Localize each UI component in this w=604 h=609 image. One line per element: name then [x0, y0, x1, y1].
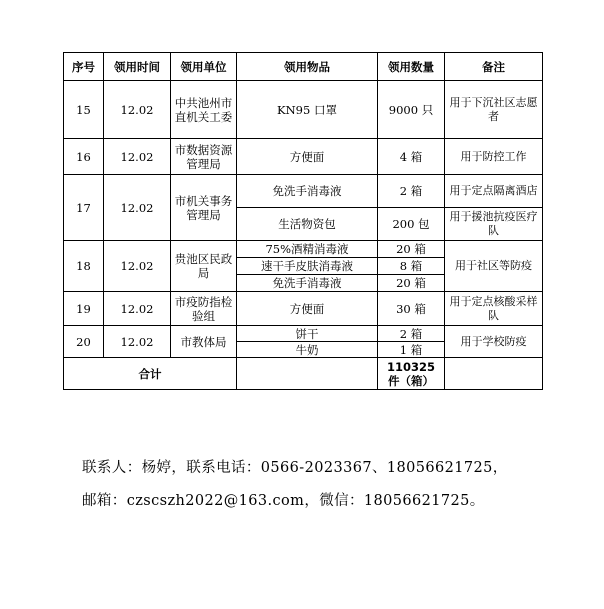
row-note: 用于定点隔离酒店 — [445, 175, 543, 208]
table-row — [64, 81, 543, 139]
total-row — [64, 358, 543, 390]
row-quantity: 20 箱 — [378, 275, 445, 292]
row-item: 免洗手消毒液 — [237, 175, 378, 208]
row-note: 用于定点核酸采样队 — [445, 292, 543, 326]
row-quantity: 8 箱 — [378, 258, 445, 275]
row-item: 牛奶 — [237, 342, 378, 358]
table-row — [64, 139, 543, 175]
header-unit: 领用单位 — [171, 53, 237, 81]
row-index: 20 — [64, 326, 104, 358]
row-index: 18 — [64, 241, 104, 292]
row-note: 用于下沉社区志愿者 — [445, 81, 543, 139]
row-unit: 市疫防指检验组 — [171, 292, 237, 326]
table-header-row — [64, 53, 543, 81]
contact-line-email: 邮箱：czscszh2022@163.com，微信：18056621725。 — [82, 493, 485, 509]
header-date: 领用时间 — [104, 53, 171, 81]
total-label: 合计 — [64, 358, 237, 390]
row-date: 12.02 — [104, 139, 171, 175]
row-index: 16 — [64, 139, 104, 175]
row-item: 方便面 — [237, 139, 378, 175]
row-unit: 贵池区民政局 — [171, 241, 237, 292]
row-date: 12.02 — [104, 241, 171, 292]
row-date: 12.02 — [104, 175, 171, 241]
row-unit: 中共池州市直机关工委 — [171, 81, 237, 139]
row-quantity: 30 箱 — [378, 292, 445, 326]
row-item: KN95 口罩 — [237, 81, 378, 139]
row-unit: 市数据资源管理局 — [171, 139, 237, 175]
row-item: 饼干 — [237, 326, 378, 342]
row-index: 17 — [64, 175, 104, 241]
row-index: 15 — [64, 81, 104, 139]
total-item-empty — [237, 358, 378, 390]
row-item: 方便面 — [237, 292, 378, 326]
header-quantity: 领用数量 — [378, 53, 445, 81]
row-note: 用于援池抗疫医疗队 — [445, 208, 543, 241]
table-row — [64, 326, 543, 342]
table-row — [64, 292, 543, 326]
table-row — [64, 241, 543, 258]
row-unit: 市教体局 — [171, 326, 237, 358]
header-note: 备注 — [445, 53, 543, 81]
row-note: 用于学校防疫 — [445, 326, 543, 358]
row-quantity: 4 箱 — [378, 139, 445, 175]
table-row — [64, 175, 543, 208]
row-index: 19 — [64, 292, 104, 326]
row-item: 75%酒精消毒液 — [237, 241, 378, 258]
row-quantity: 20 箱 — [378, 241, 445, 258]
row-item: 生活物资包 — [237, 208, 378, 241]
row-date: 12.02 — [104, 326, 171, 358]
row-note: 用于社区等防疫 — [445, 241, 543, 292]
header-item: 领用物品 — [237, 53, 378, 81]
row-date: 12.02 — [104, 81, 171, 139]
donation-ledger-table — [63, 52, 543, 390]
row-quantity: 2 箱 — [378, 175, 445, 208]
contact-line-phone: 联系人：杨婷，联系电话：0566-2023367、18056621725， — [82, 460, 508, 476]
header-index: 序号 — [64, 53, 104, 81]
total-note-empty — [445, 358, 543, 390]
total-quantity: 110325 件（箱） — [378, 358, 445, 390]
row-quantity: 2 箱 — [378, 326, 445, 342]
row-date: 12.02 — [104, 292, 171, 326]
row-quantity: 200 包 — [378, 208, 445, 241]
row-quantity: 1 箱 — [378, 342, 445, 358]
row-item: 速干手皮肤消毒液 — [237, 258, 378, 275]
row-item: 免洗手消毒液 — [237, 275, 378, 292]
row-quantity: 9000 只 — [378, 81, 445, 139]
row-note: 用于防控工作 — [445, 139, 543, 175]
row-unit: 市机关事务管理局 — [171, 175, 237, 241]
